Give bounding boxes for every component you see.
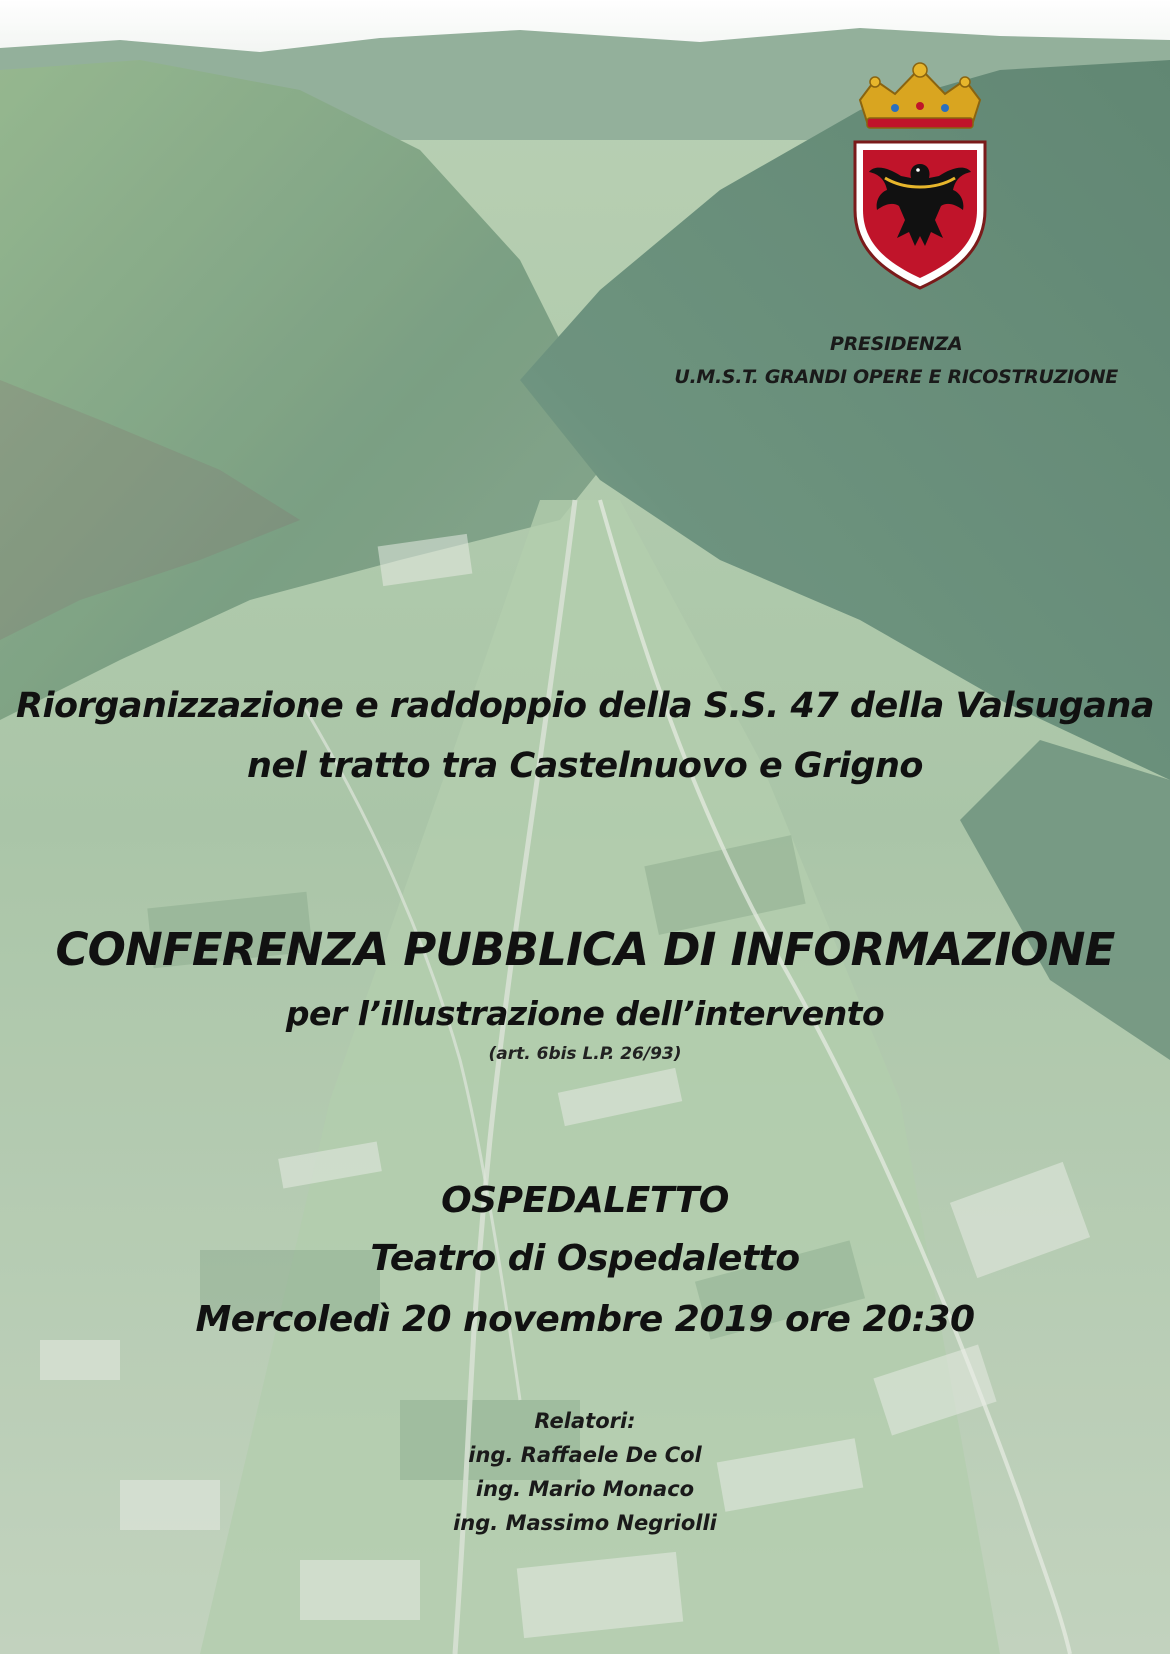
conference-heading: CONFERENZA PUBBLICA DI INFORMAZIONE (55, 923, 1115, 976)
venue-place: Teatro di Ospedaletto (370, 1238, 800, 1279)
conference-subtitle: per l’illustrazione dell’intervento (285, 994, 885, 1033)
venue-block (0, 1172, 1170, 1352)
event-datetime: Mercoledì 20 novembre 2019 ore 20:30 (195, 1299, 975, 1340)
speaker-name: ing. Raffaele De Col (468, 1443, 702, 1467)
project-title (0, 676, 1170, 796)
speakers-block (0, 1404, 1170, 1540)
speaker-name: ing. Mario Monaco (475, 1477, 695, 1501)
law-reference: (art. 6bis L.P. 26/93) (488, 1044, 682, 1064)
venue-town: OSPEDALETTO (441, 1180, 729, 1221)
project-title-line1: Riorganizzazione e raddoppio della S.S. 47 della Valsugana (16, 686, 1154, 726)
header (700, 60, 1140, 290)
organization-block (674, 328, 1118, 394)
project-title-line2: nel tratto tra Castelnuovo e Grigno (247, 746, 923, 786)
org-presidenza: PRESIDENZA (829, 333, 963, 355)
crown-icon (860, 63, 980, 128)
speakers-label: Relatori: (534, 1409, 636, 1433)
speaker-name: ing. Massimo Negriolli (453, 1511, 717, 1535)
org-office: U.M.S.T. GRANDI OPERE E RICOSTRUZIONE (674, 366, 1118, 388)
coat-of-arms-icon (845, 60, 995, 290)
